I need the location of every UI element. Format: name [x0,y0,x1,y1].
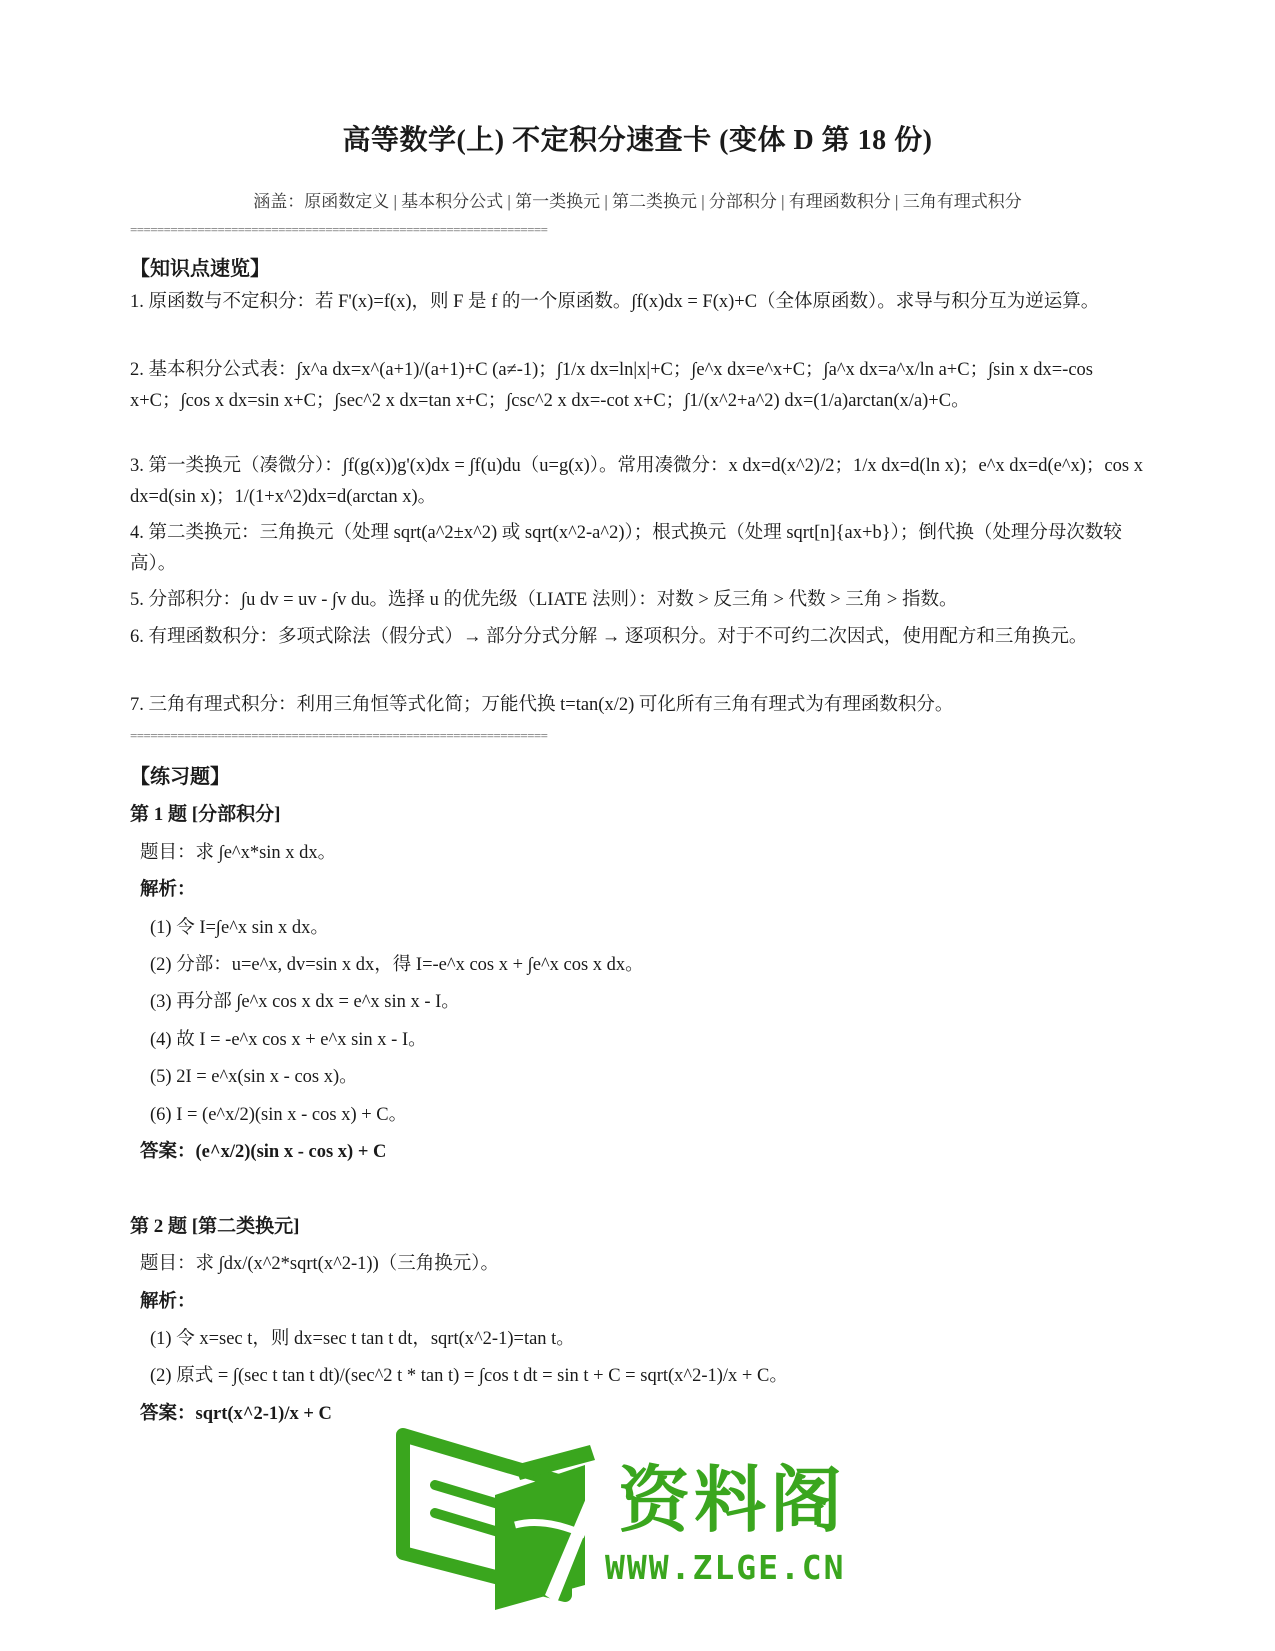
solution-step: (4) 故 I = -e^x cos x + e^x sin x - I。 [150,1030,427,1050]
problem-title: 第 2 题 [第二类换元] [130,1216,300,1237]
watermark-name: 资料阁 [618,1458,847,1542]
solution-step: (1) 令 I=∫e^x sin x dx。 [150,918,329,938]
divider: ============================================================== [130,222,548,237]
knowledge-heading: 【知识点速览】 [130,258,270,280]
analysis-label: 解析： [140,1292,196,1312]
problem-answer: 答案：(e^x/2)(sin x - cos x) + C [140,1142,387,1162]
knowledge-item: 3. 第一类换元（凑微分）：∫f(g(x))g'(x)dx = ∫f(u)du（u=g(x)）。常用凑微分：x dx=d(x^2)/2；1/x dx=d(ln x)；e^x dx=d(e^x)；cos x dx=d(sin x)；1/(1+x^2)dx=d(arctan x)。 [130,456,1143,507]
solution-step: (5) 2I = e^x(sin x - cos x)。 [150,1067,358,1087]
watermark-url: WWW.ZLGE.CN [605,1548,846,1587]
knowledge-item: 6. 有理函数积分：多项式除法（假分式）→ 部分分式分解 → 逐项积分。对于不可约二次因式，使用配方和三角换元。 [130,627,1088,647]
divider: ============================================================== [130,728,548,743]
knowledge-section [130,252,1145,281]
solution-step: (2) 原式 = ∫(sec t tan t dt)/(sec^2 t * tan t) = ∫cos t dt = sin t + C = sqrt(x^2-1)/x + C。 [150,1366,788,1386]
knowledge-item: 4. 第二类换元：三角换元（处理 sqrt(a^2±x^2) 或 sqrt(x^2-a^2)）；根式换元（处理 sqrt[n]{ax+b}）；倒代换（处理分母次数较高）。 [130,523,1122,574]
solution-step: (1) 令 x=sec t，则 dx=sec t tan t dt，sqrt(x^2-1)=tan t。 [150,1329,575,1349]
page-subtitle: 涵盖：原函数定义 | 基本积分公式 | 第一类换元 | 第二类换元 | 分部积分 | 有理函数积分 | 三角有理式积分 [253,192,1022,211]
analysis-label: 解析： [140,880,196,900]
problem-question: 题目：求 ∫dx/(x^2*sqrt(x^2-1))（三角换元）。 [140,1254,499,1274]
solution-step: (6) I = (e^x/2)(sin x - cos x) + C。 [150,1105,408,1125]
knowledge-item: 5. 分部积分：∫u dv = uv - ∫v du。选择 u 的优先级（LIATE 法则）：对数 > 反三角 > 代数 > 三角 > 指数。 [130,590,958,610]
problem-title: 第 1 题 [分部积分] [130,804,281,825]
problem-answer: 答案：sqrt(x^2-1)/x + C [140,1404,332,1424]
solution-step: (2) 分部：u=e^x, dv=sin x dx，得 I=-e^x cos x + ∫e^x cos x dx。 [150,955,644,975]
exercises-heading: 【练习题】 [130,766,230,788]
knowledge-item: 2. 基本积分公式表：∫x^a dx=x^(a+1)/(a+1)+C (a≠-1)；∫1/x dx=ln|x|+C；∫e^x dx=e^x+C；∫a^x dx=a^x/ln a+C；∫sin x dx=-cos x+C；∫cos x dx=sin x+C；∫sec^2 x dx=tan x+C；∫csc^2 x dx=-cot x+C；∫1/(x^2+a^2) dx=(1/a)arctan(x/a)+C。 [130,360,1093,411]
page-title: 高等数学(上) 不定积分速查卡 (变体 D 第 18 份) [342,125,933,156]
knowledge-item: 1. 原函数与不定积分：若 F'(x)=f(x)，则 F 是 f 的一个原函数。∫f(x)dx = F(x)+C（全体原函数）。求导与积分互为逆运算。 [130,292,1100,312]
problem-question: 题目：求 ∫e^x*sin x dx。 [140,843,337,863]
knowledge-item: 7. 三角有理式积分：利用三角恒等式化简；万能代换 t=tan(x/2) 可化所有三角有理式为有理函数积分。 [130,695,954,715]
solution-step: (3) 再分部 ∫e^x cos x dx = e^x sin x - I。 [150,992,460,1012]
